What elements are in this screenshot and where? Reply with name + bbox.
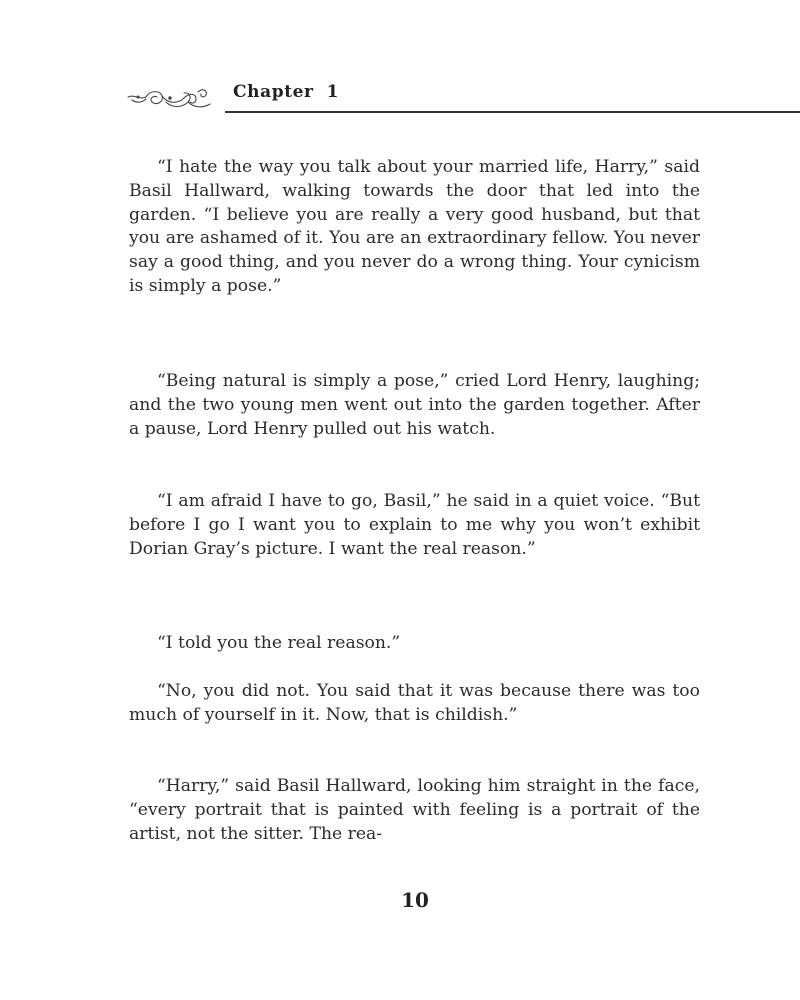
paragraph: “Being natural is simply a pose,” cried Lord Henry, laughing; and the two young men went out into the garden together. After a pause, Lord Henry pulled out his watch.: [129, 371, 700, 439]
paragraph: “Harry,” said Basil Hallward, looking him straight in the face, “every portrait that is painted with feeling is a portrait of the artist, not the sitter. The rea-: [129, 776, 700, 844]
paragraph: “I am afraid I have to go, Basil,” he said in a quiet voice. “But before I go I want you to explain to me why you won’t exhibit Dorian Gray’s picture. I want the real reason.”: [129, 491, 700, 559]
paragraph: “I hate the way you talk about your married life, Harry,” said Basil Hallward, walking towards the door that led into the garden. “I believe you are really a very good husband, but that you are ashamed of it. You are an extraordinary fellow. You never say a good thing, and you never do a wrong thing. Your cynicism is simply a pose.”: [129, 157, 700, 296]
paragraph: “I told you the real reason.”: [157, 633, 401, 653]
chapter-title: Chapter 1: [233, 82, 340, 102]
page-number: 10: [401, 888, 429, 912]
paragraph: “No, you did not. You said that it was because there was too much of yourself in it. Now, that is childish.”: [129, 681, 700, 725]
page-body: [129, 0, 700, 1000]
